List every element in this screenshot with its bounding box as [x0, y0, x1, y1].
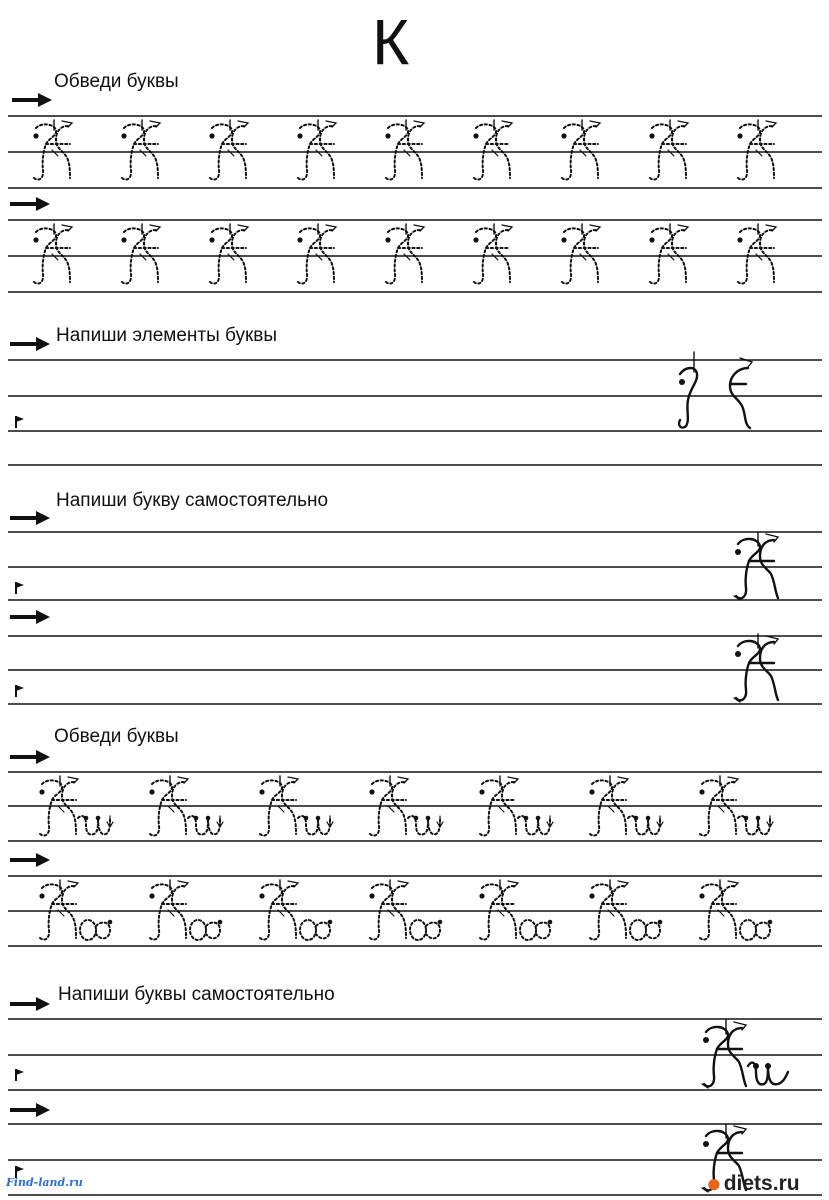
- apple-icon: ●: [706, 1168, 722, 1198]
- instruction-trace-letters-2: Обведи буквы: [54, 726, 179, 747]
- lines: [8, 116, 822, 1195]
- sample-letter-k-icon: [734, 532, 778, 702]
- watermark-diets-text: diets.ru: [723, 1171, 800, 1195]
- title-letter: К: [372, 6, 410, 78]
- instruction-trace-letters-1: Обведи буквы: [54, 71, 179, 92]
- instruction-write-elements: Напиши элементы буквы: [56, 325, 278, 346]
- letter-elements-sample: [679, 352, 752, 428]
- watermark-diets: [706, 1168, 800, 1199]
- dotted-letter-k-icon: [33, 120, 776, 284]
- sample-letters-ki: [702, 1020, 788, 1088]
- instruction-write-letter: Напиши букву самостоятельно: [56, 490, 329, 511]
- instruction-write-letters: Напиши буквы самостоятельно: [58, 984, 335, 1005]
- watermark-find-land: Find-land.ru: [6, 1176, 83, 1189]
- dotted-letter-ko-icon: [39, 880, 772, 940]
- start-flag-icon: [16, 416, 24, 1178]
